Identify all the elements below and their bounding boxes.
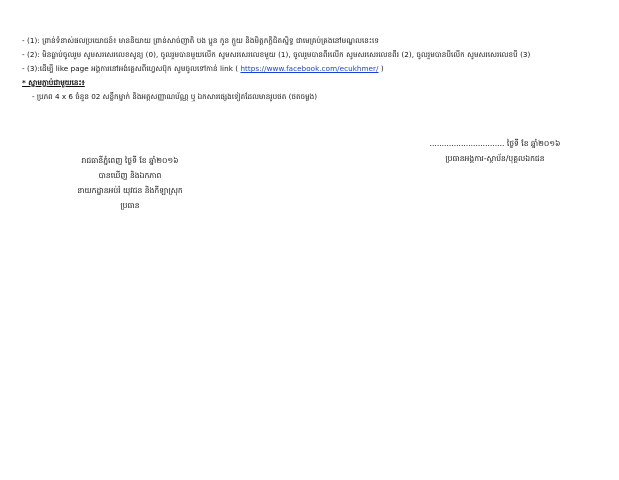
requirements-heading: * ស្នាមភ្ជាប់ជាមួយនេះ៖ bbox=[22, 78, 85, 87]
note-line-3-prefix: - (3):ដើម្បី like page អង្គការនៅអង់គ្លេសពីហ្វេសប៊ុក សូមចូលទៅកាន់ link ( bbox=[22, 64, 241, 73]
left-date-line: រាជធានីភ្នំពេញ ថ្ងៃទី ខែ ឆ្នាំ២០១៦ bbox=[81, 156, 179, 165]
right-signature-block bbox=[400, 138, 590, 164]
facebook-link[interactable]: https://www.facebook.com/ecukhmer/ bbox=[240, 64, 379, 73]
left-chief-line: ប្រធាន bbox=[120, 201, 140, 210]
note-line-2 bbox=[22, 50, 530, 60]
note-line-1 bbox=[22, 36, 379, 46]
right-date-line: ............................... ថ្ងៃទី ខែ ឆ្នាំ២០១៦ bbox=[429, 139, 561, 148]
note-line-3 bbox=[22, 64, 384, 74]
left-office-line: នាយកដ្ឋានអប់រំ យុវជន និងកីឡាស្រុក bbox=[77, 186, 183, 195]
note-line-1-text: - (1): ព្រាន់ទំនាស់ផលប្រយោជន៍៖ មាននិយាយ ព្រាន់សាច់ញាតិ បង ប្អូន កូន ក្មួយ និងមិត្តភក្តិជិតស្និទ្ធ ជាមេគ្រប់គ្រងនៅមណ្ឌលនេះទេ bbox=[22, 36, 379, 45]
note-line-2-text: - (2): មិនធ្លាប់ចូលរួម សូមសរសេរលេខសូន្យ (0), ចូលរួមបានមួយលើក សូមសរសេរលេខមួយ (1), ចូលរួមបានពីរលើក សូមសរសេរលេខពីរ (2), ចូលរួមបានបីលើក សូមសរសេរលេខបី (3) bbox=[22, 50, 531, 59]
requirement-item-1: - ប្រភព 4 x 6 ចំនួន 02 សន្លឹកម្នាក់ និងអត្តសញ្ញាណប័ណ្ណ ឬ ឯកសារផ្សេងទៀតដែលមានរូបថត (ថតចម្លង) bbox=[32, 92, 318, 101]
note-line-3-suffix: ) bbox=[378, 64, 384, 73]
right-title-line: ប្រធានអង្គការ-ស្ថាប័ន/បុគ្គលឯកជន bbox=[445, 154, 545, 163]
left-approval-line: បានឃើញ និងឯកភាព bbox=[98, 171, 162, 180]
left-signature-block bbox=[30, 155, 230, 211]
